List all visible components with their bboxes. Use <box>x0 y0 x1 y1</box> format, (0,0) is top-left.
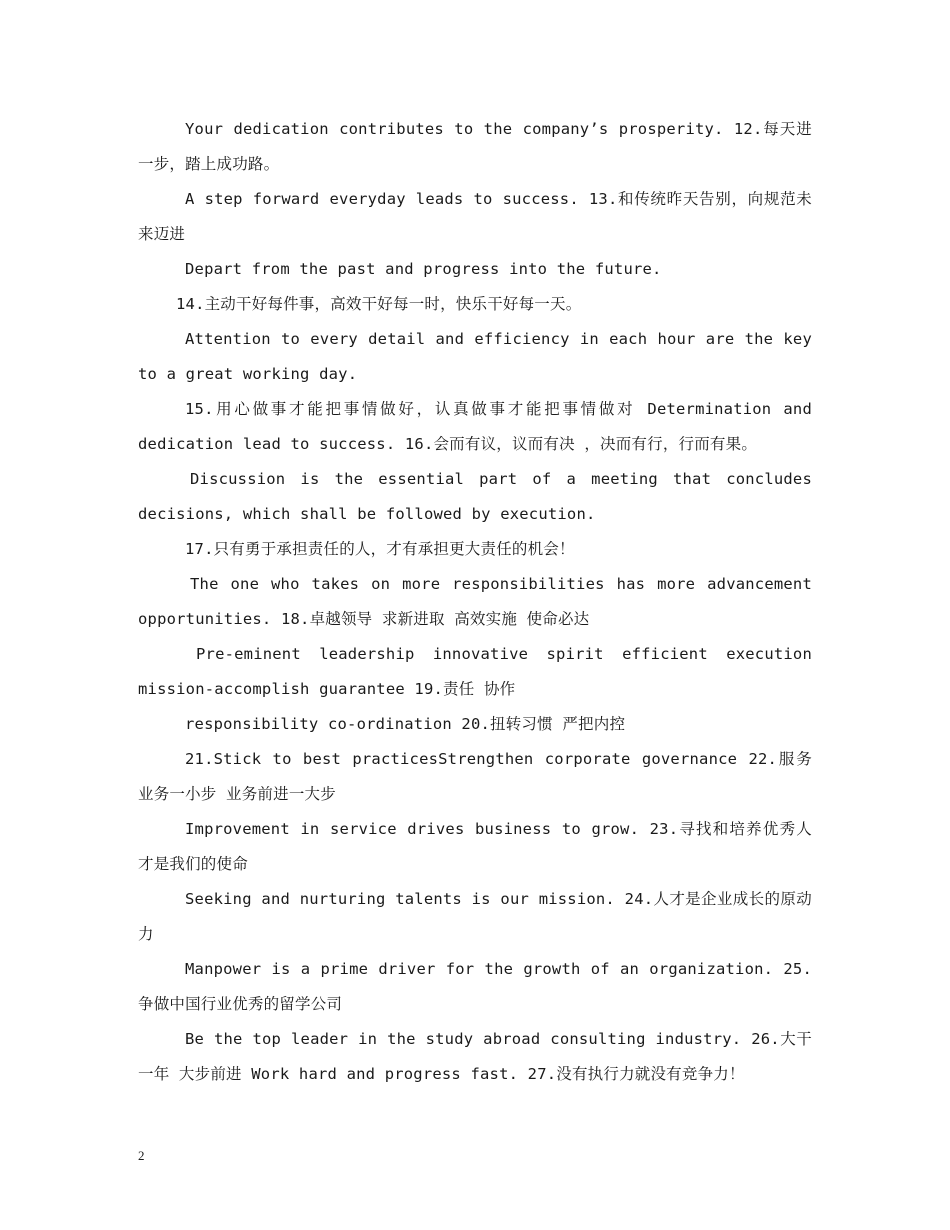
paragraph: Seeking and nurturing talents is our mission. 24.人才是企业成长的原动力 <box>138 890 812 943</box>
paragraph: Depart from the past and progress into the future. <box>185 260 662 278</box>
paragraph: Discussion is the essential part of a meeting that concludes decisions, which shall be followed by execution. <box>138 470 812 523</box>
paragraph: 14.主动干好每件事，高效干好每一时，快乐干好每一天。 <box>176 295 582 313</box>
page-number: 2 <box>138 1148 145 1163</box>
paragraph: 17.只有勇于承担责任的人，才有承担更大责任的机会！ <box>185 540 575 558</box>
paragraph: Attention to every detail and efficiency in each hour are the key to a great working day. <box>138 330 812 383</box>
paragraph: Pre-eminent leadership innovative spirit efficient execution mission-accomplish guarantee 19.责任 协作 <box>138 645 812 698</box>
paragraph: responsibility co-ordination 20.扭转习惯 严把内控 <box>185 715 626 733</box>
paragraph: Improvement in service drives business to grow. 23.寻找和培养优秀人才是我们的使命 <box>138 820 812 873</box>
document-body <box>138 112 812 1092</box>
paragraph: A step forward everyday leads to success. 13.和传统昨天告别，向规范未来迈进 <box>138 190 812 243</box>
paragraph: 21.Stick to best practicesStrengthen corporate governance 22.服务业务一小步 业务前进一大步 <box>138 750 812 803</box>
paragraph: 15.用心做事才能把事情做好，认真做事才能把事情做对 Determination and dedication lead to success. 16.会而有议，议而有决 ，决而有行，行而有果。 <box>138 400 812 453</box>
paragraph: Manpower is a prime driver for the growth of an organization. 25.争做中国行业优秀的留学公司 <box>138 960 812 1013</box>
paragraph: The one who takes on more responsibilities has more advancement opportunities. 18.卓越领导 求新进取 高效实施 使命必达 <box>138 575 812 628</box>
paragraph: Your dedication contributes to the company’s prosperity. 12.每天进一步，踏上成功路。 <box>138 120 812 173</box>
paragraph: Be the top leader in the study abroad consulting industry. 26.大干一年 大步前进 Work hard and progress fast. 27.没有执行力就没有竞争力！ <box>138 1030 812 1083</box>
